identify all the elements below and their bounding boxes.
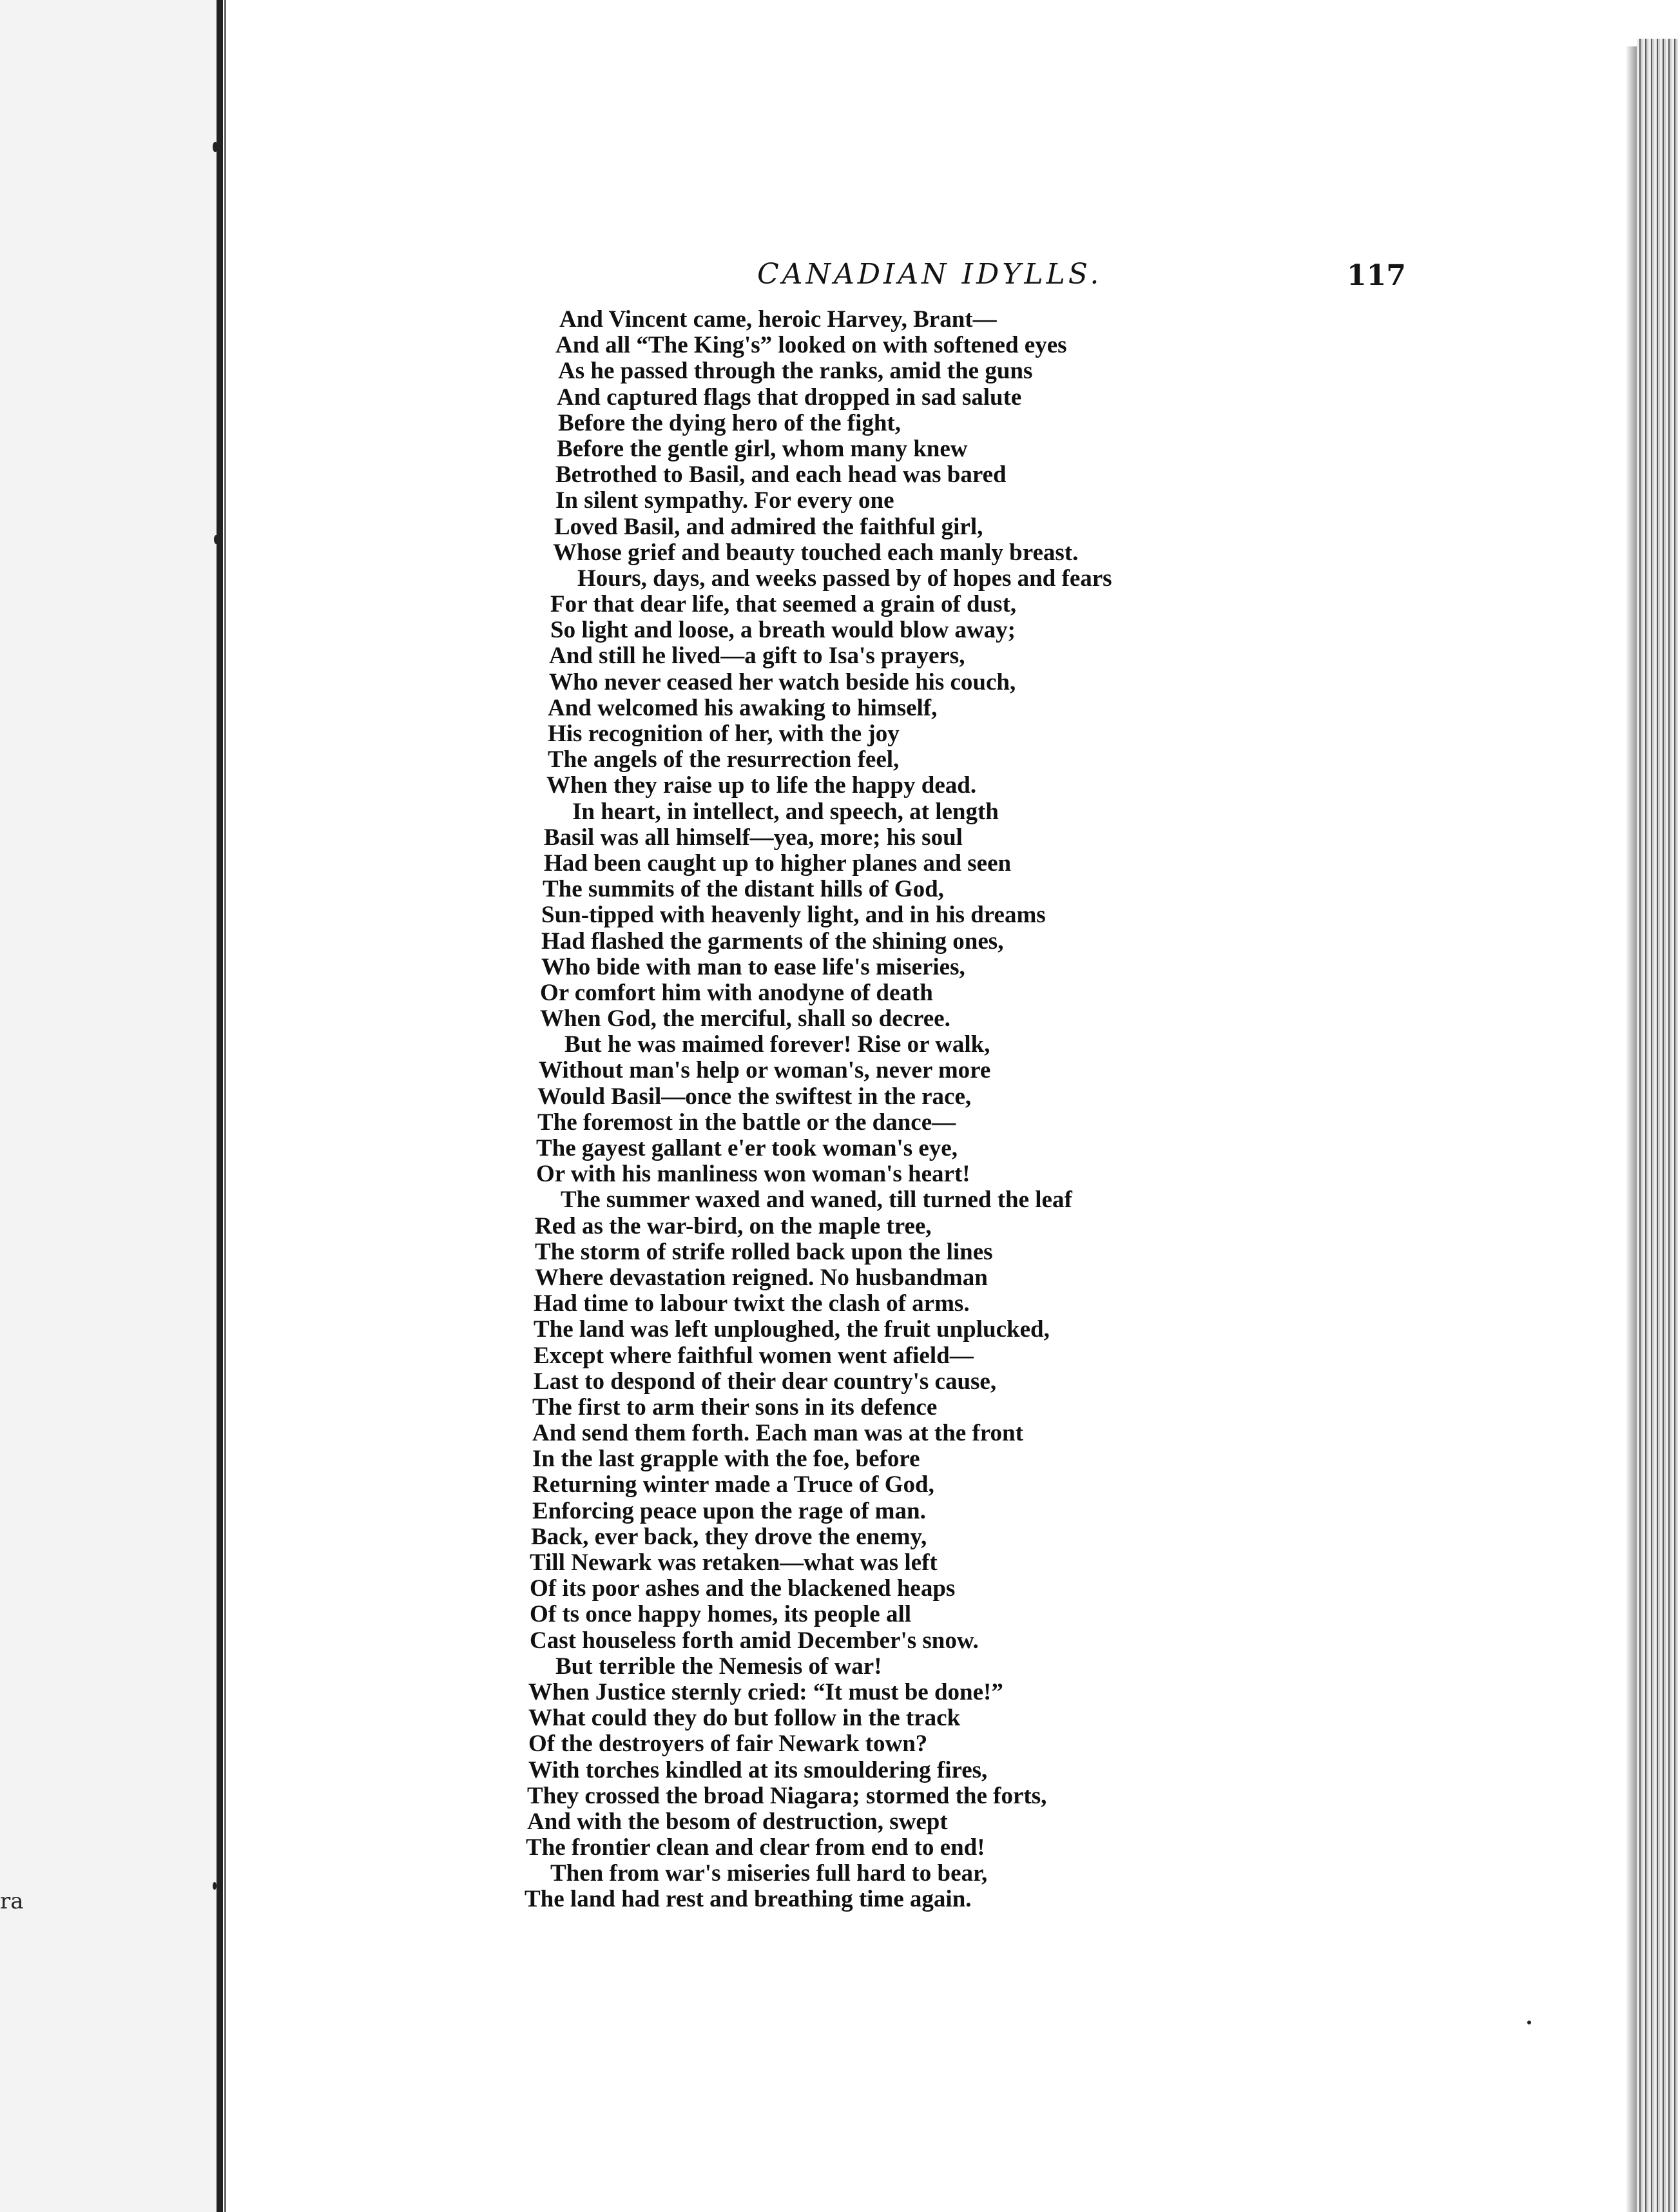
poem-line: Before the gentle girl, whom many knew	[557, 435, 968, 462]
poem-line: The angels of the resurrection feel,	[548, 746, 900, 773]
poem-line: Red as the war-bird, on the maple tree,	[535, 1212, 932, 1239]
poem-line: Whose grief and beauty touched each manly breast.	[553, 539, 1079, 566]
poem-line: In the last grapple with the foe, before	[532, 1446, 920, 1473]
poem-line: Who bide with man to ease life's miseries,	[541, 953, 965, 980]
poem-line: The summer waxed and waned, till turned the leaf	[561, 1187, 1072, 1214]
left-margin-fragment: ra	[0, 1888, 24, 1914]
poem-line: With torches kindled at its smouldering fires,	[528, 1756, 988, 1783]
poem-line: And all “The King's” looked on with softened eyes	[555, 332, 1067, 359]
poem-line: Cast houseless forth amid December's snow.	[530, 1627, 979, 1654]
poem-text-block	[516, 307, 1353, 1913]
speck	[213, 1882, 217, 1890]
poem-line: Had been caught up to higher planes and seen	[544, 849, 1012, 877]
poem-line: And Vincent came, heroic Harvey, Brant—	[559, 306, 997, 333]
poem-line: Of its poor ashes and the blackened heaps	[530, 1575, 956, 1602]
poem-line: Then from war's miseries full hard to bear,	[550, 1860, 988, 1887]
poem-line: But terrible the Nemesis of war!	[555, 1653, 882, 1680]
poem-line: Back, ever back, they drove the enemy,	[531, 1523, 927, 1550]
poem-line: But he was maimed forever! Rise or walk,	[564, 1031, 990, 1058]
poem-line: The gayest gallant e'er took woman's eye,	[536, 1135, 958, 1161]
poem-line: And send them forth. Each man was at the front	[532, 1420, 1023, 1447]
poem-line: Basil was all himself—yea, more; his soul	[544, 824, 963, 851]
poem-line: Before the dying hero of the fight,	[558, 409, 902, 436]
poem-line: Had time to labour twixt the clash of arms.	[534, 1290, 970, 1317]
poem-line: As he passed through the ranks, amid the guns	[558, 358, 1033, 385]
poem-line: Of ts once happy homes, its people all	[530, 1601, 912, 1628]
running-head: CANADIAN IDYLLS.	[757, 258, 1103, 291]
poem-line: The land had rest and breathing time again.	[525, 1886, 972, 1913]
poem-line: Sun-tipped with heavenly light, and in his dreams	[541, 902, 1046, 929]
poem-line: The first to arm their sons in its defence	[532, 1393, 938, 1421]
poem-line: The storm of strife rolled back upon the lines	[535, 1238, 993, 1265]
poem-line: When they raise up to life the happy dead.	[546, 772, 977, 799]
poem-line: When God, the merciful, shall so decree.	[540, 1005, 950, 1033]
poem-line: And captured flags that dropped in sad salute	[557, 383, 1022, 411]
poem-line: Betrothed to Basil, and each head was bared	[555, 461, 1007, 489]
poem-line: In heart, in intellect, and speech, at length	[572, 798, 999, 825]
poem-line: They crossed the broad Niagara; stormed the forts,	[527, 1782, 1047, 1809]
gutter-rule-thin	[224, 0, 226, 2212]
poem-line: His recognition of her, with the joy	[548, 721, 900, 747]
poem-line: For that dear life, that seemed a grain of dust,	[550, 591, 1017, 618]
poem-line: The summits of the distant hills of God,	[543, 876, 944, 903]
page-edge	[1637, 39, 1678, 2212]
poem-line: Till Newark was retaken—what was left	[530, 1549, 938, 1576]
poem-line: When Justice sternly cried: “It must be done!”	[528, 1678, 1003, 1705]
poem-line: The frontier clean and clear from end to end!	[526, 1834, 985, 1861]
poem-line: Of the destroyers of fair Newark town?	[528, 1731, 928, 1758]
poem-line: Loved Basil, and admired the faithful girl,	[554, 513, 983, 540]
poem-line: Where devastation reigned. No husbandman	[535, 1264, 988, 1291]
poem-line: The foremost in the battle or the dance—	[537, 1109, 956, 1136]
poem-line: Enforcing peace upon the rage of man.	[532, 1497, 926, 1524]
page-edge-shadow	[1626, 46, 1637, 2212]
poem-line: Last to despond of their dear country's cause,	[534, 1368, 997, 1395]
poem-line: Without man's help or woman's, never more	[539, 1057, 991, 1084]
poem-line: The land was left unploughed, the fruit unplucked,	[534, 1316, 1050, 1343]
facing-page	[0, 0, 219, 2212]
poem-line: So light and loose, a breath would blow away;	[550, 617, 1016, 644]
page-number: 117	[1347, 259, 1406, 292]
poem-line: In silent sympathy. For every one	[555, 487, 894, 514]
poem-line: Who never ceased her watch beside his couch,	[549, 668, 1016, 695]
poem-line: And with the besom of destruction, swept	[527, 1808, 948, 1835]
poem-line: What could they do but follow in the track	[528, 1705, 961, 1732]
gutter-rule	[217, 0, 223, 2212]
poem-line: Hours, days, and weeks passed by of hopes and fears	[577, 565, 1112, 592]
speck	[1527, 2021, 1531, 2024]
poem-line: Or comfort him with anodyne of death	[540, 979, 933, 1006]
poem-line: Had flashed the garments of the shining ones,	[541, 927, 1004, 955]
poem-line: Except where faithful women went afield—	[534, 1342, 974, 1369]
poem-line: Or with his manliness won woman's heart!	[536, 1161, 970, 1188]
poem-line: And still he lived—a gift to Isa's prayers,	[549, 643, 965, 670]
poem-line: Returning winter made a Truce of God,	[532, 1471, 934, 1499]
poem-line: Would Basil—once the swiftest in the race,	[537, 1083, 972, 1110]
poem-line: And welcomed his awaking to himself,	[548, 694, 938, 721]
speck	[214, 535, 218, 544]
speck	[213, 142, 218, 152]
